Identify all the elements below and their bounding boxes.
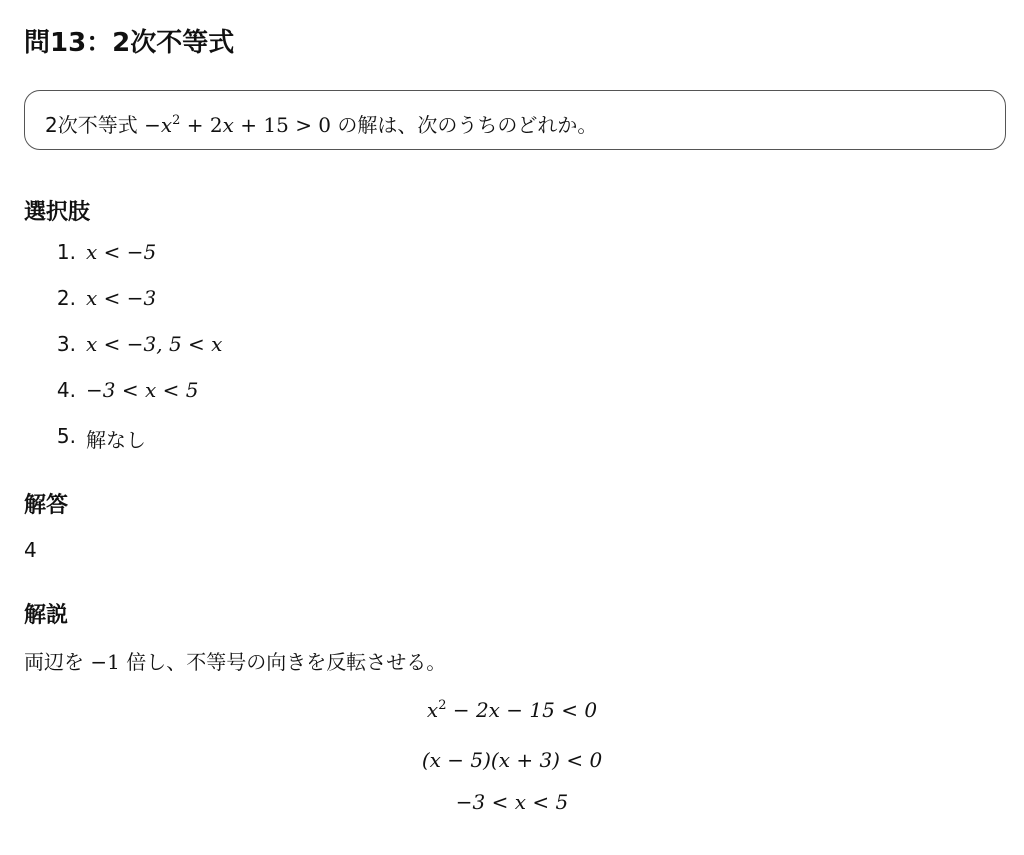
choice-text: −3 < x < 5 bbox=[86, 378, 199, 402]
equation-1: $x^2 - 2x - 15 < 0$ bbox=[426, 698, 598, 722]
page-title: 問13：2次不等式 bbox=[24, 28, 235, 58]
choice-number: 2. bbox=[56, 286, 76, 310]
answer-value: 4 bbox=[24, 538, 37, 562]
explanation-after: 倍し、不等号の向きを反転させる。 bbox=[126, 650, 447, 674]
choice-number: 4. bbox=[56, 378, 76, 402]
question-suffix: の解は、次のうちのどれか。 bbox=[337, 113, 598, 137]
choices-heading: 選択肢 bbox=[24, 200, 91, 225]
equation-2: (x − 5)(x + 3) < 0 bbox=[421, 748, 603, 772]
choice-text: x < −3, 5 < x bbox=[86, 332, 223, 356]
explanation-math: −1 bbox=[90, 650, 120, 674]
explanation-text bbox=[24, 646, 446, 675]
explanation-before: 両辺を bbox=[24, 650, 84, 674]
choice-item bbox=[24, 424, 222, 470]
choice-item bbox=[24, 378, 222, 424]
choice-item bbox=[24, 286, 222, 332]
answer-heading: 解答 bbox=[24, 493, 69, 518]
choice-number: 5. bbox=[56, 424, 76, 448]
question-text bbox=[45, 109, 597, 138]
choice-text: x < −5 bbox=[86, 240, 157, 264]
question-formula: $-x^2 + 2x + 15 > 0$ bbox=[144, 113, 332, 137]
equation-3: −3 < x < 5 bbox=[455, 790, 569, 814]
choice-item bbox=[24, 240, 222, 286]
explanation-heading: 解説 bbox=[24, 603, 69, 628]
choice-number: 3. bbox=[56, 332, 76, 356]
choice-text: x < −3 bbox=[86, 286, 157, 310]
question-box bbox=[24, 90, 1006, 150]
choice-item bbox=[24, 332, 222, 378]
choices-list bbox=[24, 240, 222, 470]
question-prefix: 2次不等式 bbox=[45, 113, 138, 137]
choice-number: 1. bbox=[56, 240, 76, 264]
choice-text: 解なし bbox=[86, 428, 146, 452]
